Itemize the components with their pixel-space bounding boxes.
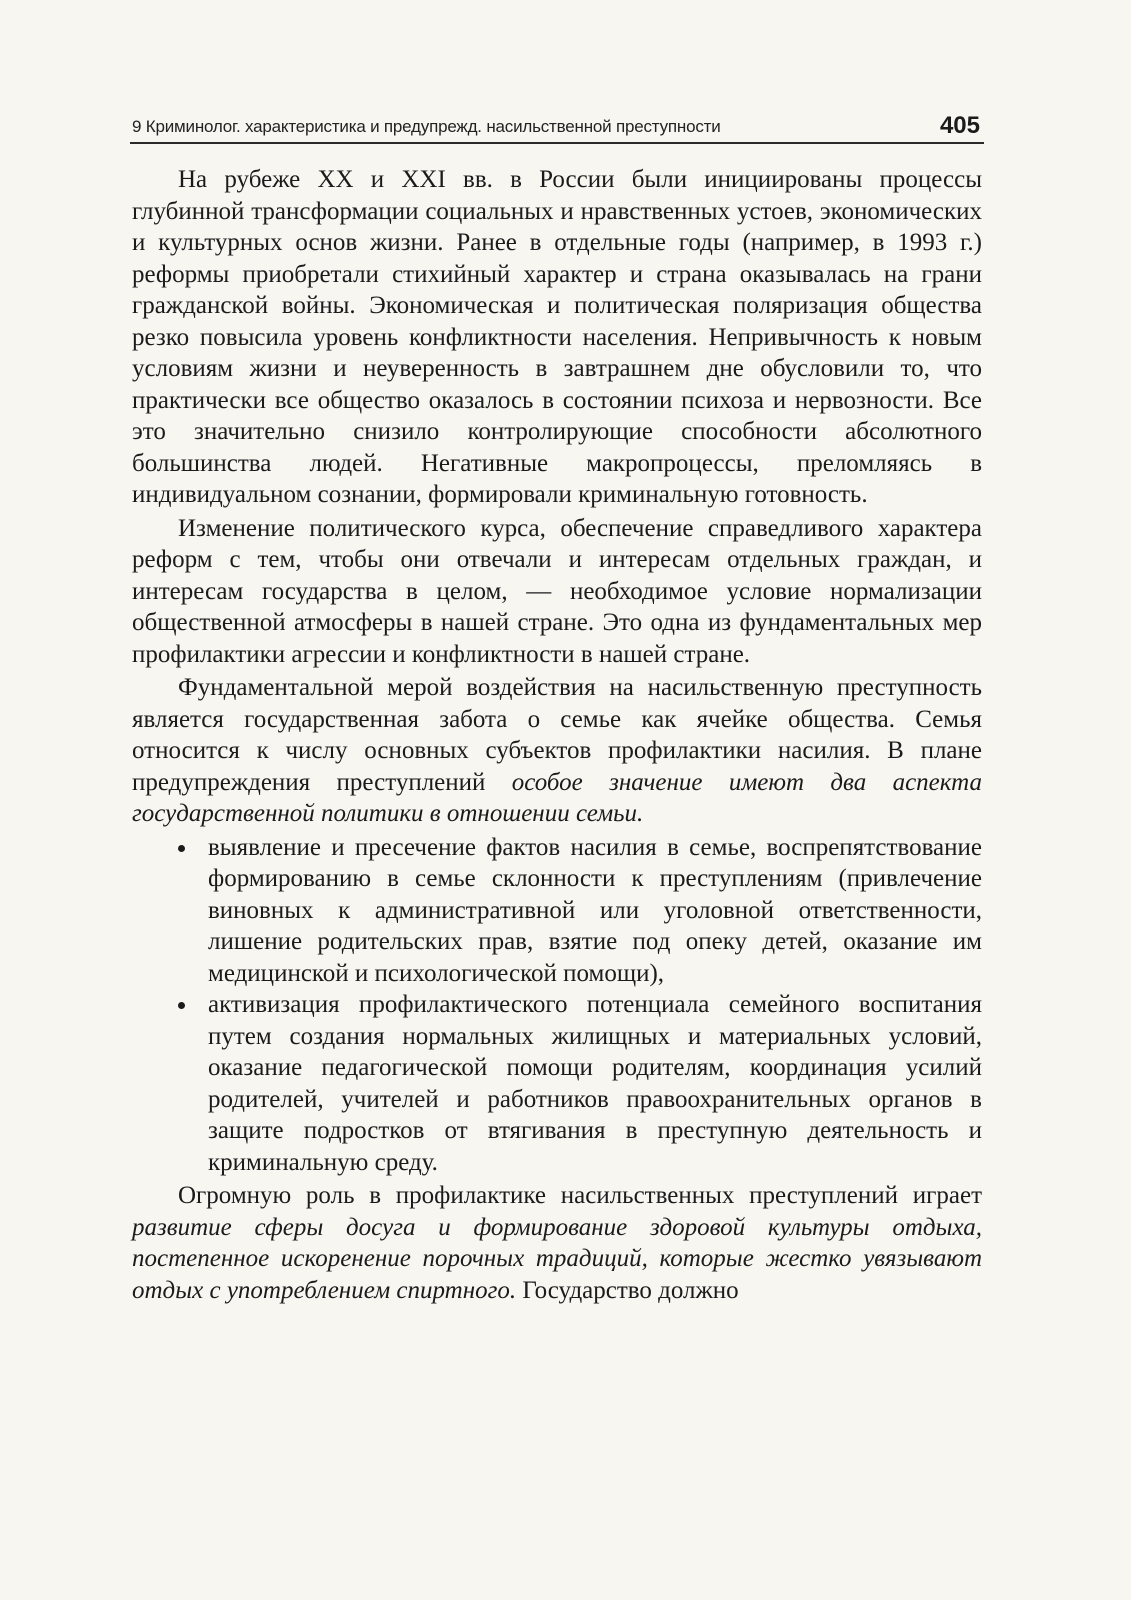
paragraph-reform-transformation: На рубеже XX и XXI вв. в России были инициированы процессы глубинной трансформации социальных и нравственных устоев, экономических и культурных основ жизни. Ранее в отдельные годы (например, в 1993 г.) реформы приобретали стихийный характер и страна оказывалась на грани гражданской войны. Экономическая и политическая поляризация общества резко повысила уровень конфликтности населения. Непривычность к новым условиям жизни и неуверенность в завтрашнем дне обусловили то, что практически все общество оказалось в состоянии психоза и нервозности. Все это значительно снизило контролирующие способности абсолютного большинства людей. Негативные макропроцессы, преломляясь в индивидуальном сознании, формировали криминальную готовность.	[132, 166, 982, 508]
paragraph-political-course: Изменение политического курса, обеспечение справедливого характера реформ с тем, чтобы они отвечали и интересам отдельных граждан, и интересам государства в целом, — необходимое условие нормализации общественной атмосферы в нашей стране. Это одна из фундаментальных мер профилактики агрессии и конфликтности в нашей стране.	[132, 514, 982, 668]
running-head	[130, 108, 984, 144]
page-number: 405	[939, 112, 980, 139]
list-item-text: выявление и пресечение фактов насилия в семье, воспрепятствование формированию в семье склонности к преступлениям (привлечение виновных к административной или уголовной ответственности, лишение родительских прав, взятие под опеку детей, оказание им медицинской и психологической помощи),	[208, 833, 982, 987]
list-item	[132, 989, 982, 1178]
paragraph-leisure-text: Огромную роль в профилактике насильственных преступлений играет	[178, 1182, 982, 1209]
paragraph-family-text: Фундаментальной мерой воздействия на насильственную преступность является государственная забота о семье как ячейке общества. Семья относится к числу основных субъектов профилактики насилия. В плане предупреждения преступлений	[132, 674, 982, 796]
list-item-text: активизация профилактического потенциала семейного воспитания путем создания нормальных жилищных и материальных условий, оказание педагогической помощи родителям, координация усилий родителей, учителей и работников правоохранительных органов в защите подростков от втягивания в преступную деятельность и криминальную среду.	[208, 991, 982, 1176]
paragraph-leisure-emphasis: развитие сферы досуга и формирование здоровой культуры отдыха, постепенное искоренение порочных традиций, которые жестко увязывают отдых с употреблением спиртного.	[132, 1213, 982, 1304]
running-title: 9 Криминолог. характеристика и предупрежд. насильственной преступности	[132, 117, 721, 136]
paragraph-family-emphasis: особое значение имеют два аспекта государственной политики в отношении семьи.	[132, 768, 982, 827]
paragraph-leisure-tail: Государство должно	[516, 1276, 739, 1304]
list-item	[132, 832, 982, 990]
paragraph-leisure	[132, 1180, 982, 1306]
page-body	[132, 164, 982, 1308]
bullet-icon	[178, 845, 185, 852]
paragraph-family-care	[132, 672, 982, 830]
family-policy-list	[132, 832, 982, 1179]
bullet-icon	[178, 1002, 185, 1009]
